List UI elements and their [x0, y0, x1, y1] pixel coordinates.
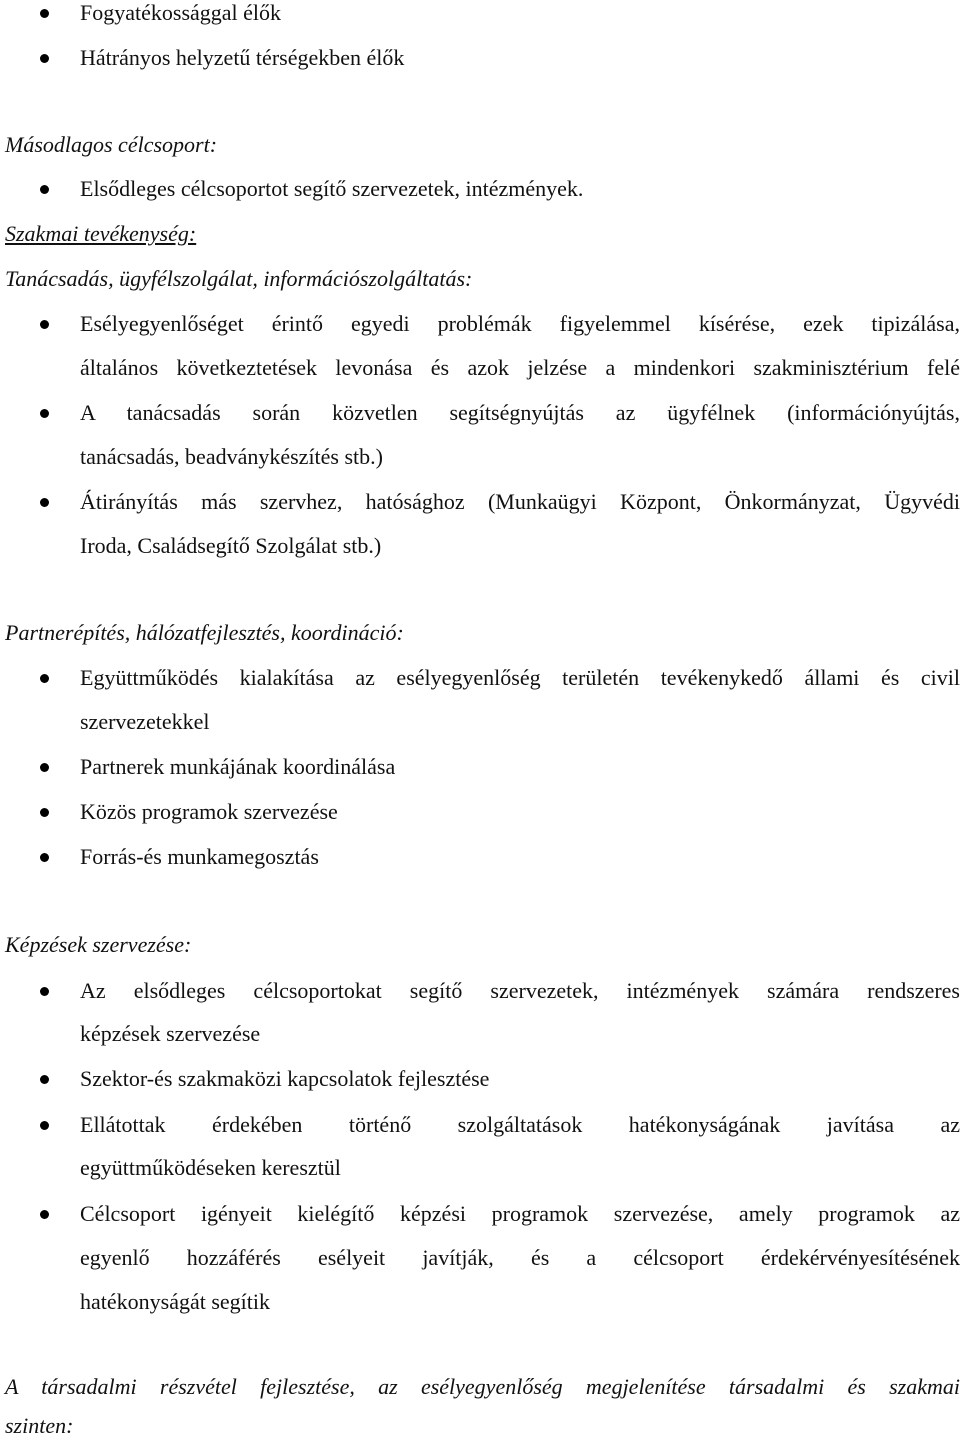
- bullet-icon: [40, 9, 49, 18]
- list-item-line: Együttműködés kialakítása az esélyegyenlőség területén tevékenykedő állami és civil: [80, 665, 960, 690]
- bullet-icon: [40, 409, 49, 418]
- subsection-heading-trainings: Képzések szervezése:: [5, 932, 192, 957]
- list-item: Forrás-és munkamegosztás: [80, 844, 319, 869]
- list-item-line: Átirányítás más szervhez, hatósághoz (Munkaügyi Központ, Önkormányzat, Ügyvédi: [80, 489, 960, 514]
- list-item-line: A tanácsadás során közvetlen segítségnyújtás az ügyfélnek (információnyújtás,: [80, 400, 960, 425]
- list-item: Partnerek munkájának koordinálása: [80, 754, 396, 779]
- bullet-icon: [40, 674, 49, 683]
- bullet-icon: [40, 808, 49, 817]
- list-item-line: általános következtetések levonása és azok jelzése a mindenkori szakminisztérium felé: [80, 355, 960, 380]
- bullet-icon: [40, 1121, 49, 1130]
- bullet-icon: [40, 1075, 49, 1084]
- list-item-line: egyenlő hozzáférés esélyeit javítják, és a célcsoport érdekérvényesítésének: [80, 1245, 960, 1270]
- list-item: Elsődleges célcsoportot segítő szervezetek, intézmények.: [80, 176, 584, 201]
- list-item-line: hatékonyságát segítik: [80, 1289, 271, 1314]
- list-item-line: együttműködéseken keresztül: [80, 1155, 341, 1180]
- bullet-icon: [40, 498, 49, 507]
- bullet-icon: [40, 320, 49, 329]
- bullet-icon: [40, 185, 49, 194]
- list-item-line: Iroda, Családsegítő Szolgálat stb.): [80, 533, 382, 558]
- section-heading-social-participation-cont: szinten:: [5, 1413, 74, 1438]
- list-item-line: tanácsadás, beadványkészítés stb.): [80, 444, 383, 469]
- list-item-line: Ellátottak érdekében történő szolgáltatások hatékonyságának javítása az: [80, 1112, 960, 1137]
- list-item: Hátrányos helyzetű térségekben élők: [80, 45, 405, 70]
- list-item-line: szervezetekkel: [80, 709, 210, 734]
- subsection-heading-partnership: Partnerépítés, hálózatfejlesztés, koordináció:: [5, 620, 404, 645]
- list-item-line: képzések szervezése: [80, 1021, 261, 1046]
- bullet-icon: [40, 853, 49, 862]
- section-heading-social-participation: A társadalmi részvétel fejlesztése, az esélyegyenlőség megjelenítése társadalmi és szakmai: [5, 1374, 960, 1399]
- list-item-line: Esélyegyenlőséget érintő egyedi problémák figyelemmel kísérése, ezek tipizálása,: [80, 311, 960, 336]
- subsection-heading-counseling: Tanácsadás, ügyfélszolgálat, információszolgáltatás:: [5, 266, 473, 291]
- list-item: Közös programok szervezése: [80, 799, 338, 824]
- list-item-line: Célcsoport igényeit kielégítő képzési programok szervezése, amely programok az: [80, 1201, 960, 1226]
- bullet-icon: [40, 54, 49, 63]
- list-item-line: Az elsődleges célcsoportokat segítő szervezetek, intézmények számára rendszeres: [80, 978, 960, 1003]
- list-item: Szektor-és szakmaközi kapcsolatok fejlesztése: [80, 1066, 490, 1091]
- list-item: Fogyatékossággal élők: [80, 0, 282, 25]
- section-heading-professional-activity: Szakmai tevékenység:: [5, 221, 197, 246]
- bullet-icon: [40, 987, 49, 996]
- section-heading-secondary-target: Másodlagos célcsoport:: [5, 132, 218, 157]
- bullet-icon: [40, 1210, 49, 1219]
- bullet-icon: [40, 763, 49, 772]
